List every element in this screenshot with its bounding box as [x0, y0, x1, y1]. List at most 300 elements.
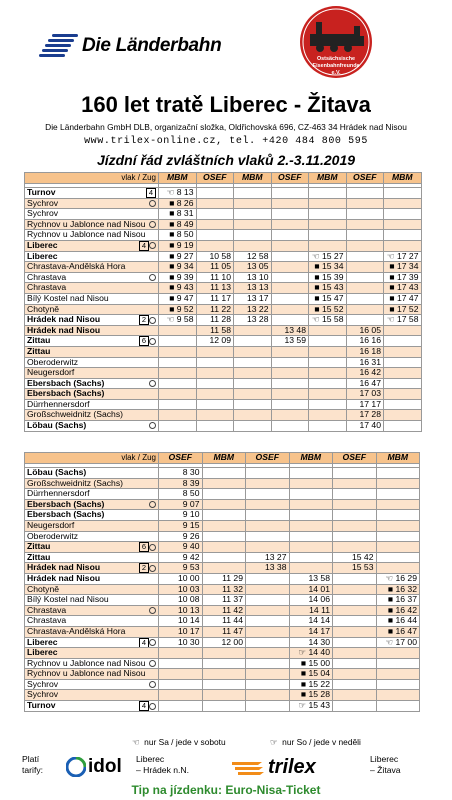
table-row	[25, 499, 420, 510]
time-cell	[376, 552, 420, 563]
time-cell	[202, 489, 246, 500]
time-cell	[346, 188, 384, 199]
time-cell: 11 58	[196, 325, 234, 336]
time-cell	[346, 262, 384, 273]
request-stop-circle-icon	[149, 274, 156, 281]
station-name: Chrastava-Andělská Hora	[27, 261, 126, 272]
table-row	[25, 240, 422, 251]
time-cell	[202, 679, 246, 690]
station-name: Neugersdorf	[27, 520, 75, 530]
table-row	[25, 626, 420, 637]
station-cell	[25, 520, 159, 531]
station-cell	[25, 563, 159, 574]
request-stop-circle-icon	[149, 338, 156, 345]
time-cell	[234, 325, 272, 336]
station-cell	[25, 552, 159, 563]
time-cell: 11 17	[196, 293, 234, 304]
time-cell	[234, 346, 272, 357]
header-row	[25, 453, 420, 464]
station-cell	[25, 209, 159, 220]
station-markers	[139, 241, 156, 251]
time-cell	[376, 542, 420, 553]
time-cell	[246, 520, 290, 531]
time-cell	[246, 679, 290, 690]
station-name: Ebersbach (Sachs)	[27, 388, 105, 399]
time-cell	[309, 389, 347, 400]
idol-route-line1: Liberec	[136, 754, 165, 764]
time-cell	[309, 198, 347, 209]
time-cell	[234, 378, 272, 389]
time-cell: ■ 15 43	[309, 283, 347, 294]
station-cell	[25, 368, 159, 379]
station-markers	[139, 315, 156, 325]
station-cell	[25, 701, 159, 712]
time-cell	[289, 510, 333, 521]
time-cell: ■ 15 34	[309, 262, 347, 273]
station-name: Zittau	[27, 346, 51, 356]
time-cell	[159, 701, 203, 712]
time-cell: 13 10	[234, 272, 272, 283]
time-cell: ☜ 16 29	[376, 573, 420, 584]
time-cell	[384, 336, 422, 347]
time-cell	[196, 240, 234, 251]
time-cell	[246, 658, 290, 669]
time-cell	[384, 368, 422, 379]
time-cell: 17 28	[346, 410, 384, 421]
time-cell	[289, 542, 333, 553]
time-cell: ■ 15 52	[309, 304, 347, 315]
time-cell: 10 30	[159, 637, 203, 648]
time-cell	[271, 315, 309, 326]
time-cell	[234, 336, 272, 347]
time-cell	[246, 626, 290, 637]
time-cell: 10 00	[159, 573, 203, 584]
time-cell: ☞ 15 43	[289, 701, 333, 712]
time-cell	[234, 219, 272, 230]
station-markers	[149, 421, 156, 431]
time-cell: 14 17	[289, 626, 333, 637]
time-cell	[159, 357, 197, 368]
time-cell: 14 11	[289, 605, 333, 616]
time-cell	[159, 421, 197, 432]
time-cell: 15 53	[333, 563, 377, 574]
time-cell: 8 30	[159, 468, 203, 479]
station-name: Sychrov	[27, 208, 59, 219]
station-cell	[25, 658, 159, 669]
time-cell	[376, 658, 420, 669]
time-cell	[159, 346, 197, 357]
time-cell	[271, 262, 309, 273]
station-name: Dürrhennersdorf	[27, 488, 90, 499]
time-cell: 14 06	[289, 595, 333, 606]
time-cell	[384, 389, 422, 400]
time-cell: 8 50	[159, 489, 203, 500]
time-cell	[246, 701, 290, 712]
table-row	[25, 346, 422, 357]
station-cell	[25, 198, 159, 209]
time-cell	[333, 478, 377, 489]
station-name: Chotyně	[27, 304, 60, 314]
time-cell	[234, 368, 272, 379]
station-markers	[139, 542, 156, 552]
station-cell	[25, 489, 159, 500]
time-cell	[246, 542, 290, 553]
station-name: Hrádek nad Nisou	[27, 314, 101, 325]
table-row	[25, 209, 422, 220]
time-cell	[271, 240, 309, 251]
time-cell: 11 42	[202, 605, 246, 616]
station-cell	[25, 219, 159, 230]
station-name: Löbau (Sachs)	[27, 420, 87, 431]
station-name: Hrádek nad Nisou	[27, 562, 101, 573]
time-cell: ■ 9 39	[159, 272, 197, 283]
timetable-subtitle: Jízdní řád zvláštních vlaků 2.-3.11.2019	[96, 152, 356, 168]
station-cell	[25, 325, 159, 336]
time-cell: 10 03	[159, 584, 203, 595]
time-cell	[376, 679, 420, 690]
time-cell	[159, 690, 203, 701]
time-cell	[309, 240, 347, 251]
time-cell: ■ 17 39	[384, 272, 422, 283]
table-row	[25, 283, 422, 294]
column-header: OSEF	[246, 453, 290, 464]
time-cell	[196, 230, 234, 241]
time-cell	[289, 531, 333, 542]
time-cell: 13 27	[246, 552, 290, 563]
time-cell	[346, 283, 384, 294]
time-cell	[376, 468, 420, 479]
station-cell	[25, 669, 159, 680]
time-cell	[289, 499, 333, 510]
table-row	[25, 410, 422, 421]
station-cell	[25, 595, 159, 606]
table-row	[25, 368, 422, 379]
station-cell	[25, 531, 159, 542]
station-name: Turnov	[27, 700, 56, 711]
station-name: Liberec	[27, 251, 58, 261]
table-row	[25, 584, 420, 595]
time-cell: ■ 9 19	[159, 240, 197, 251]
station-markers	[149, 379, 156, 389]
platform-number: 2	[139, 315, 149, 325]
request-stop-circle-icon	[149, 501, 156, 508]
time-cell	[346, 209, 384, 220]
time-cell	[376, 648, 420, 659]
station-name: Zittau	[27, 552, 51, 562]
station-cell	[25, 378, 159, 389]
saturday-hand-icon: ☜	[132, 737, 140, 747]
table-row	[25, 648, 420, 659]
time-cell	[333, 531, 377, 542]
time-cell	[246, 510, 290, 521]
time-cell	[196, 378, 234, 389]
station-name: Bílý Kostel nad Nisou	[27, 293, 109, 303]
time-cell: ☜ 17 00	[376, 637, 420, 648]
legend-saturday-text: nur Sa / jede v sobotu	[144, 737, 226, 747]
time-cell	[271, 251, 309, 262]
time-cell	[159, 679, 203, 690]
idol-route-line2: – Hrádek n.N.	[136, 765, 190, 775]
time-cell: 10 17	[159, 626, 203, 637]
platform-number: 6	[139, 542, 149, 552]
time-cell: 9 07	[159, 499, 203, 510]
table-row	[25, 510, 420, 521]
time-cell: ■ 8 49	[159, 219, 197, 230]
time-cell: ☜ 17 27	[384, 251, 422, 262]
trilex-mark-icon	[230, 759, 266, 777]
time-cell	[159, 368, 197, 379]
station-cell	[25, 240, 159, 251]
time-cell: ■ 16 42	[376, 605, 420, 616]
time-cell: 9 15	[159, 520, 203, 531]
time-cell	[333, 499, 377, 510]
time-cell	[196, 219, 234, 230]
time-cell	[333, 626, 377, 637]
station-name: Oberoderwitz	[27, 357, 79, 367]
time-cell	[246, 531, 290, 542]
table-row	[25, 573, 420, 584]
station-cell	[25, 573, 159, 584]
time-cell	[333, 605, 377, 616]
time-cell	[376, 563, 420, 574]
time-cell: 11 05	[196, 262, 234, 273]
station-cell	[25, 616, 159, 627]
time-cell: ■ 16 37	[376, 595, 420, 606]
table-row	[25, 325, 422, 336]
time-cell	[234, 421, 272, 432]
station-name: Liberec	[27, 637, 58, 647]
station-cell	[25, 315, 159, 326]
time-cell	[196, 399, 234, 410]
idol-route	[136, 754, 189, 776]
time-cell	[202, 520, 246, 531]
time-cell	[271, 389, 309, 400]
plati-line1: Platí	[22, 754, 40, 764]
station-markers	[149, 500, 156, 510]
table-row	[25, 616, 420, 627]
trilex-route-line2: – Žitava	[370, 765, 401, 775]
time-cell	[333, 510, 377, 521]
table-row	[25, 637, 420, 648]
time-cell	[333, 584, 377, 595]
request-stop-circle-icon	[149, 544, 156, 551]
time-cell: ■ 8 50	[159, 230, 197, 241]
plati-line2: tarify:	[22, 765, 44, 775]
train-label: vlak / Zug	[25, 173, 159, 184]
time-cell	[333, 573, 377, 584]
time-cell: ■ 9 52	[159, 304, 197, 315]
time-cell	[234, 188, 272, 199]
station-cell	[25, 421, 159, 432]
table-row	[25, 468, 420, 479]
time-cell	[234, 209, 272, 220]
time-cell	[346, 315, 384, 326]
time-cell	[246, 499, 290, 510]
time-cell	[196, 346, 234, 357]
time-cell	[333, 658, 377, 669]
table-row	[25, 251, 422, 262]
request-stop-circle-icon	[149, 221, 156, 228]
station-cell	[25, 188, 159, 199]
time-cell	[384, 346, 422, 357]
header	[0, 0, 452, 168]
table-row	[25, 701, 420, 712]
station-name: Hrádek nad Nisou	[27, 573, 101, 583]
table-row	[25, 188, 422, 199]
time-cell	[289, 520, 333, 531]
time-cell: 11 47	[202, 626, 246, 637]
time-cell	[246, 690, 290, 701]
time-cell	[246, 595, 290, 606]
table-row	[25, 378, 422, 389]
table-row	[25, 552, 420, 563]
time-cell	[271, 304, 309, 315]
time-cell	[159, 410, 197, 421]
time-cell: ■ 17 34	[384, 262, 422, 273]
station-name: Chrastava	[27, 615, 67, 626]
station-name: Sychrov	[27, 679, 59, 689]
station-name: Rychnov u Jablonce nad Nisou	[27, 219, 146, 229]
time-cell	[289, 478, 333, 489]
time-cell	[384, 325, 422, 336]
time-cell: 16 18	[346, 346, 384, 357]
station-name: Hrádek nad Nisou	[27, 325, 101, 335]
station-cell	[25, 272, 159, 283]
column-header: MBM	[202, 453, 246, 464]
time-cell	[346, 198, 384, 209]
time-cell	[309, 421, 347, 432]
station-markers	[139, 701, 156, 711]
platform-number: 4	[146, 188, 156, 198]
time-cell: 11 13	[196, 283, 234, 294]
table-row	[25, 293, 422, 304]
station-name: Ebersbach (Sachs)	[27, 499, 105, 509]
request-stop-circle-icon	[149, 607, 156, 614]
time-cell	[159, 658, 203, 669]
time-cell	[333, 489, 377, 500]
time-cell	[202, 552, 246, 563]
platform-number: 6	[139, 336, 149, 346]
time-cell	[333, 542, 377, 553]
time-cell: 11 28	[196, 315, 234, 326]
header-row	[25, 173, 422, 184]
time-cell	[309, 357, 347, 368]
station-name: Chrastava	[27, 272, 67, 282]
station-cell	[25, 499, 159, 510]
page-title: 160 let tratě Liberec - Žitava	[81, 92, 371, 117]
time-cell	[309, 368, 347, 379]
time-cell: 12 09	[196, 336, 234, 347]
time-cell: ■ 17 43	[384, 283, 422, 294]
timetable-outbound	[24, 172, 422, 432]
request-stop-circle-icon	[149, 565, 156, 572]
time-cell	[196, 368, 234, 379]
time-cell	[333, 690, 377, 701]
column-header: MBM	[384, 173, 422, 184]
time-cell	[384, 219, 422, 230]
time-cell	[202, 658, 246, 669]
time-cell	[384, 410, 422, 421]
time-cell	[271, 198, 309, 209]
time-cell: ■ 17 47	[384, 293, 422, 304]
station-name: Chrastava	[27, 282, 67, 293]
request-stop-circle-icon	[149, 422, 156, 429]
station-cell	[25, 542, 159, 553]
time-cell	[309, 399, 347, 410]
time-cell: 11 44	[202, 616, 246, 627]
time-cell: 9 10	[159, 510, 203, 521]
station-name: Rychnov u Jablonce nad Nisou	[27, 229, 146, 240]
timetable-return	[24, 452, 420, 712]
station-cell	[25, 293, 159, 304]
time-cell: 12 58	[234, 251, 272, 262]
time-cell: 13 13	[234, 283, 272, 294]
station-markers	[149, 273, 156, 283]
table-row	[25, 669, 420, 680]
table-row	[25, 357, 422, 368]
station-cell	[25, 336, 159, 347]
station-cell	[25, 399, 159, 410]
time-cell	[234, 389, 272, 400]
time-cell: 13 22	[234, 304, 272, 315]
table-row	[25, 542, 420, 553]
time-cell: 8 39	[159, 478, 203, 489]
time-cell	[333, 520, 377, 531]
time-cell: ■ 17 52	[384, 304, 422, 315]
time-cell	[202, 648, 246, 659]
station-name: Dürrhennersdorf	[27, 399, 90, 409]
time-cell: 14 14	[289, 616, 333, 627]
trilex-route-line1: Liberec	[370, 754, 399, 764]
time-cell	[246, 605, 290, 616]
station-cell	[25, 626, 159, 637]
time-cell	[246, 478, 290, 489]
column-header: OSEF	[333, 453, 377, 464]
legend-sunday	[270, 737, 361, 747]
table-row	[25, 315, 422, 326]
time-cell	[159, 325, 197, 336]
time-cell	[246, 468, 290, 479]
station-name: Liberec	[27, 240, 58, 250]
ticket-tip: Tip na jízdenku: Euro-Nisa-Ticket	[131, 783, 321, 797]
time-cell	[196, 389, 234, 400]
time-cell	[234, 399, 272, 410]
station-name: Zittau	[27, 335, 51, 346]
station-cell	[25, 251, 159, 262]
column-header: MBM	[309, 173, 347, 184]
table-row	[25, 399, 422, 410]
station-markers	[139, 638, 156, 648]
time-cell: 13 38	[246, 563, 290, 574]
time-cell	[271, 219, 309, 230]
time-cell: 12 00	[202, 637, 246, 648]
trilex-route	[370, 754, 401, 776]
station-cell	[25, 230, 159, 241]
time-cell	[376, 690, 420, 701]
time-cell: ☞ 14 40	[289, 648, 333, 659]
company-address: Die Länderbahn GmbH DLB, organizační složka, Oldřichovská 696, CZ-463 34 Hrádek nad Nisou	[45, 122, 407, 132]
column-header: OSEF	[346, 173, 384, 184]
time-cell	[246, 669, 290, 680]
time-cell	[271, 293, 309, 304]
time-cell: 10 08	[159, 595, 203, 606]
time-cell	[333, 648, 377, 659]
train-label: vlak / Zug	[25, 453, 159, 464]
table-row	[25, 595, 420, 606]
time-cell: 13 28	[234, 315, 272, 326]
time-cell	[333, 637, 377, 648]
time-cell	[309, 230, 347, 241]
